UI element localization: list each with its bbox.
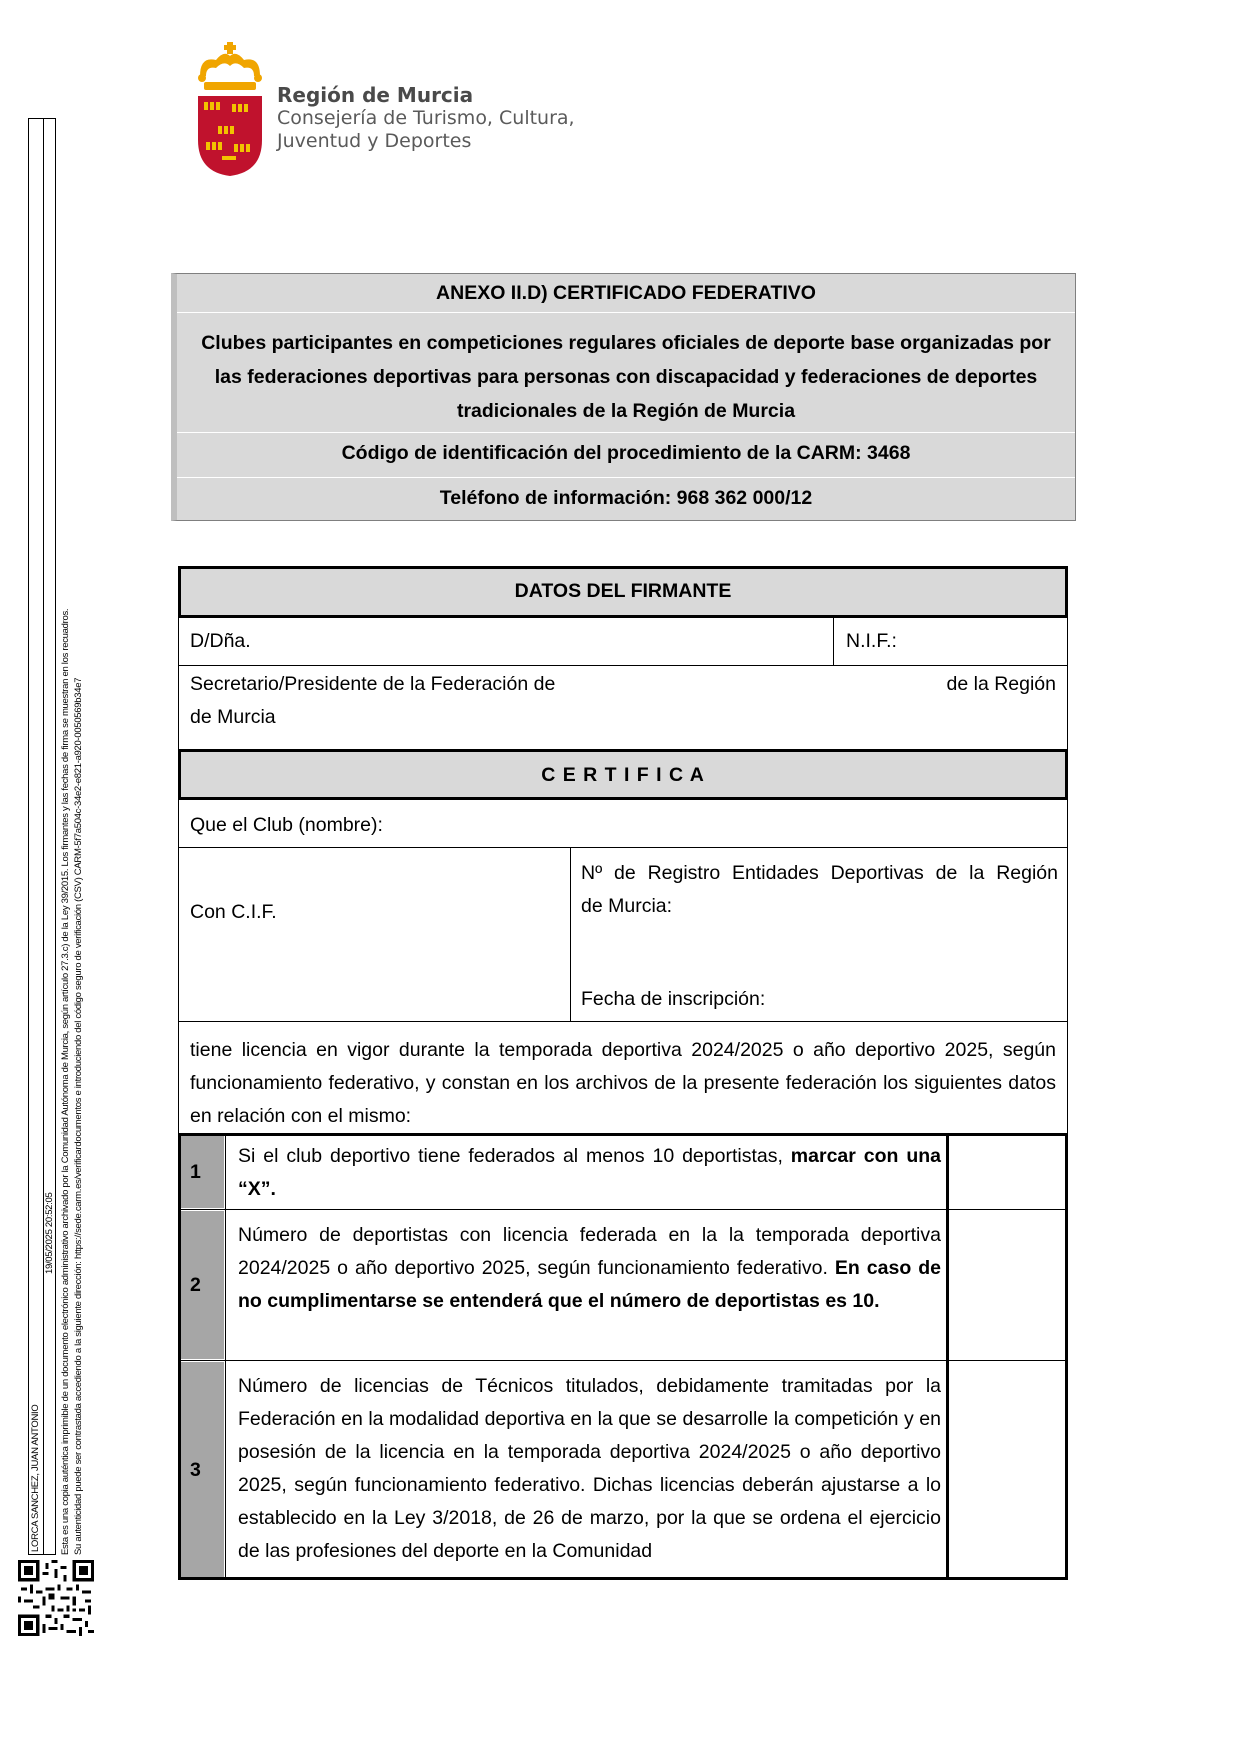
role-field-label: Secretario/Presidente de la Federación de [190,673,556,695]
authenticity-note: Esta es una copia auténtica imprimible de un documento electrónico administrativo archivado por la Comunidad Autónoma de Murcia, según artículo 27.3.c) de la Ley 39/2015. Los firmantes y las fechas de firma se muestran en los recuadros. [60,608,71,1555]
registry-number-field[interactable] [678,890,1058,924]
org-line-2: Consejería de Turismo, Cultura, [277,107,575,129]
region-murcia-coat-of-arms-icon [196,42,264,176]
table-border [178,847,1068,848]
title-rule [177,477,1075,478]
table-border [178,566,1068,569]
title-box [171,273,1076,521]
info-phone: Teléfono de información: 968 362 000/12 [439,487,813,509]
certifica-section-header: C E R T I F I C A [178,751,1068,799]
registration-date-field[interactable] [778,983,1058,1017]
item-number: 1 [178,1136,224,1208]
item-value-field[interactable] [950,1139,1064,1207]
item-bold-text: En caso de no cumplimentarse se entenderá que el número de deportistas es 10. [238,1257,941,1312]
table-border [178,616,179,751]
qr-code-icon [18,1560,94,1636]
federation-name-field[interactable] [578,666,878,700]
table-border [1065,566,1068,616]
license-statement: tiene licencia en vigor durante la temporada deportiva 2024/2025 o año deportivo 2025, según funcionamiento federativo, y constan en los archivos de la presente federación los siguientes datos en relación con el mismo: [190,1039,1056,1127]
table-border [1067,616,1068,751]
registry-label-line-2: de Murcia: [581,895,673,917]
table-border [178,1133,1068,1136]
table-border [178,1360,1068,1361]
organization-name [277,84,575,153]
role-field-line-2: de Murcia [190,706,276,728]
title-description [177,326,1075,428]
table-border [178,1133,181,1580]
table-border [1067,800,1068,1134]
title-description-line-1: Clubes participantes en competiciones regulares oficiales de deporte base organizadas por [201,332,1051,354]
annex-title: ANEXO II.D) CERTIFICADO FEDERATIVO [436,282,816,304]
cif-label: Con C.I.F. [190,901,277,923]
title-rule [177,432,1075,433]
item-bold-text: marcar con una “X”. [238,1145,941,1200]
verification-note: Su autenticidad puede ser contrastada accediendo a la siguiente dirección: https://sede.carm.es/verificardocumentos e introduciendo del código seguro de verificación (CSV) CARM-5f7a504c-34e2-e821-a920-0050569b34e7 [73,677,84,1555]
table-border [178,749,1068,752]
title-rule [177,312,1075,313]
table-border [178,749,181,800]
table-border [178,566,181,616]
title-description-line-3: tradicionales de la Región de Murcia [456,400,796,422]
title-description-line-2: las federaciones deportivas para personas con discapacidad y federaciones de deportes [214,366,1038,388]
registration-date-label: Fecha de inscripción: [581,988,766,1010]
item-number: 2 [178,1211,224,1359]
nif-field-label: N.I.F.: [846,630,897,652]
table-border [178,797,1068,800]
item-description [238,1140,941,1206]
item-value-field[interactable] [950,1214,1064,1358]
table-border [178,800,179,1134]
item-text: Número de licencias de Técnicos titulados, debidamente tramitadas por la Federación en la modalidad deportiva en la que se desarrolle la competición y en posesión de la licencia en la temporada deportiva 2024/2025 o año deportivo 2025, según funcionamiento federativo. Dichas licencias deberán ajustarse a lo establecido en la Ley 3/2018, de 26 de marzo, por la que se ordena el ejercicio de las profesiones del deporte en la Comunidad [238,1375,941,1562]
item-number: 3 [178,1362,224,1578]
name-field-label: D/Dña. [190,630,251,652]
table-border [178,665,1068,666]
item-description [238,1370,941,1574]
table-border [178,615,1068,618]
org-line-3: Juventud y Deportes [277,130,472,152]
role-field-suffix: de la Región [946,673,1056,695]
signature-strip [28,118,56,1555]
table-border [833,616,834,665]
org-line-1: Región de Murcia [277,83,474,107]
signer-section-header: DATOS DEL FIRMANTE [178,566,1068,616]
table-border [225,1133,226,1580]
strip-divider [43,119,44,1554]
table-border [178,1577,1068,1580]
procedure-code: Código de identificación del procedimiento de la CARM: 3468 [341,442,911,464]
item-value-field[interactable] [950,1365,1064,1577]
table-border [178,1209,1068,1210]
table-border [570,847,571,1021]
item-description [238,1219,941,1318]
table-border [1065,749,1068,800]
table-border [946,1133,949,1580]
club-name-field[interactable] [398,806,1058,844]
cif-field[interactable] [278,896,558,930]
item-text: Si el club deportivo tiene federados al menos 10 deportistas, [238,1145,791,1167]
table-border [1065,1133,1068,1580]
item-text: Número de deportistas con licencia federada en la la temporada deportiva 2024/2025 o año deportivo 2025, según funcionamiento federativo. [238,1224,941,1279]
table-border [178,1021,1068,1022]
signature-date: 19/05/2025 20:52:05 [44,1192,55,1274]
registry-label-line-1: Nº de Registro Entidades Deportivas de la Región [581,862,1058,884]
club-name-label: Que el Club (nombre): [190,814,383,836]
certificate-form [178,566,1068,1586]
signer-name: LORCA SANCHEZ, JUAN ANTONIO [30,1404,41,1552]
